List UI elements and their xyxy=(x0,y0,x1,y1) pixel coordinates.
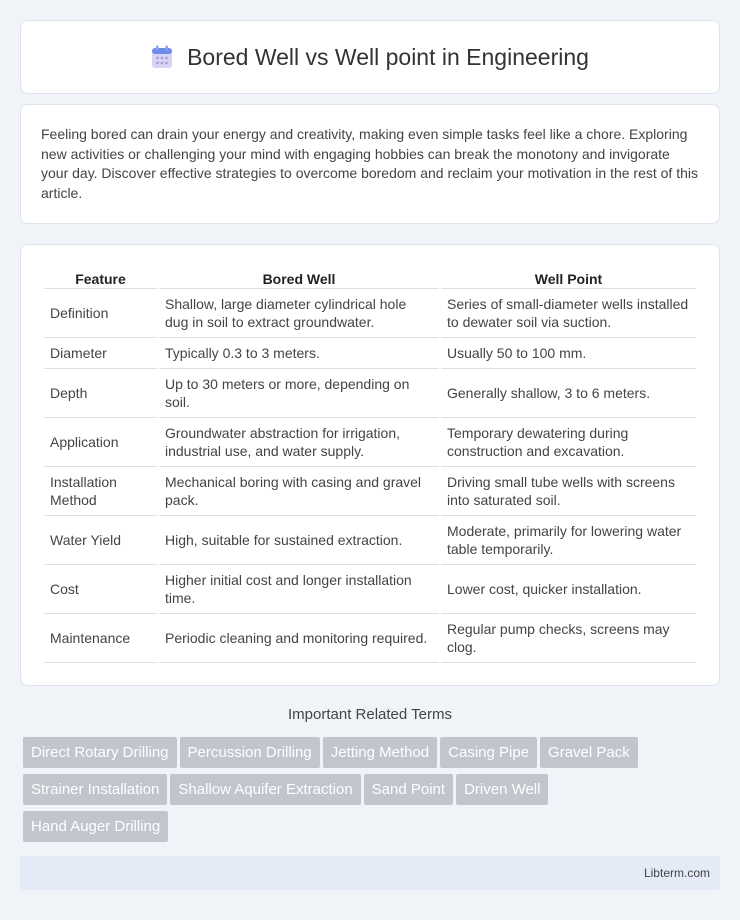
footer-site-link[interactable]: Libterm.com xyxy=(643,866,710,880)
related-term-tag[interactable]: Percussion Drilling xyxy=(180,737,320,768)
table-cell: Mechanical boring with casing and gravel pack. xyxy=(159,467,439,516)
table-cell: Diameter xyxy=(44,338,157,369)
related-term-tag[interactable]: Jetting Method xyxy=(323,737,437,768)
table-cell: Series of small-diameter wells installed to dewater soil via suction. xyxy=(441,289,696,338)
table-row xyxy=(44,369,696,418)
page-title: Bored Well vs Well point in Engineering xyxy=(187,43,589,70)
table-cell: Application xyxy=(44,418,157,467)
table-cell: Periodic cleaning and monitoring required. xyxy=(159,614,439,663)
table-row xyxy=(44,338,696,369)
column-header: Well Point xyxy=(441,265,696,289)
column-header: Feature xyxy=(44,265,157,289)
calendar-icon xyxy=(151,45,173,69)
table-cell: Moderate, primarily for lowering water table temporarily. xyxy=(441,516,696,565)
table-row xyxy=(44,565,696,614)
table-cell: Higher initial cost and longer installation time. xyxy=(159,565,439,614)
table-cell: Generally shallow, 3 to 6 meters. xyxy=(441,369,696,418)
related-term-tag[interactable]: Hand Auger Drilling xyxy=(23,811,168,842)
table-cell: Definition xyxy=(44,289,157,338)
related-term-tag[interactable]: Direct Rotary Drilling xyxy=(23,737,177,768)
table-cell: Driving small tube wells with screens into saturated soil. xyxy=(441,467,696,516)
intro-card xyxy=(20,104,720,224)
table-row xyxy=(44,289,696,338)
table-header-row xyxy=(44,265,696,289)
related-term-tag[interactable]: Shallow Aquifer Extraction xyxy=(170,774,360,805)
table-cell: Maintenance xyxy=(44,614,157,663)
table-cell: High, suitable for sustained extraction. xyxy=(159,516,439,565)
table-cell: Regular pump checks, screens may clog. xyxy=(441,614,696,663)
comparison-table xyxy=(42,265,698,663)
footer xyxy=(20,856,720,890)
table-cell: Usually 50 to 100 mm. xyxy=(441,338,696,369)
comparison-card xyxy=(20,244,720,686)
table-cell: Typically 0.3 to 3 meters. xyxy=(159,338,439,369)
table-cell: Installation Method xyxy=(44,467,157,516)
table-cell: Temporary dewatering during construction and excavation. xyxy=(441,418,696,467)
table-row xyxy=(44,614,696,663)
table-row xyxy=(44,516,696,565)
table-cell: Lower cost, quicker installation. xyxy=(441,565,696,614)
related-term-tag[interactable]: Driven Well xyxy=(456,774,548,805)
table-cell: Cost xyxy=(44,565,157,614)
related-term-tag[interactable]: Sand Point xyxy=(364,774,453,805)
column-header: Bored Well xyxy=(159,265,439,289)
table-cell: Up to 30 meters or more, depending on soil. xyxy=(159,369,439,418)
table-cell: Shallow, large diameter cylindrical hole dug in soil to extract groundwater. xyxy=(159,289,439,338)
related-terms-title: Important Related Terms xyxy=(288,706,452,723)
table-row xyxy=(44,418,696,467)
table-cell: Groundwater abstraction for irrigation, industrial use, and water supply. xyxy=(159,418,439,467)
table-cell: Water Yield xyxy=(44,516,157,565)
intro-text: Feeling bored can drain your energy and creativity, making even simple tasks feel like a chore. Exploring new activities or challenging your mind with engaging hobbies can break the monotony and invigorate your day. Discover effective strategies to overcome boredom and reclaim your motivation in the rest of this article. xyxy=(41,126,699,201)
table-cell: Depth xyxy=(44,369,157,418)
related-term-tag[interactable]: Gravel Pack xyxy=(540,737,638,768)
related-term-tag[interactable]: Strainer Installation xyxy=(23,774,167,805)
table-row xyxy=(44,467,696,516)
related-terms-list xyxy=(23,737,723,848)
related-term-tag[interactable]: Casing Pipe xyxy=(440,737,537,768)
title-card xyxy=(20,20,720,94)
